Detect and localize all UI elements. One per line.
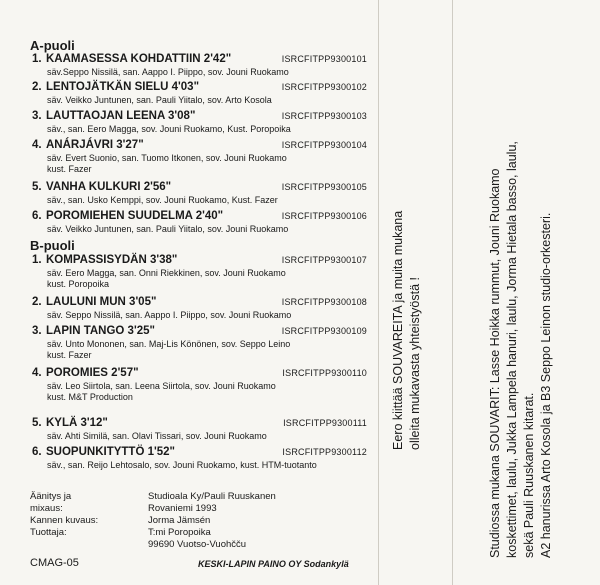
track-title: LAUTTAOJAN LEENA 3'08" (46, 110, 196, 122)
track-title-line (32, 139, 367, 153)
track-title: KYLÄ 3'12" (46, 417, 108, 429)
track-number: 3. (32, 325, 42, 337)
track-isrc: ISRCFITPP9300101 (281, 54, 367, 64)
track-credits: kust. M&T Production (47, 392, 133, 402)
track-title-line (32, 446, 367, 460)
fold-line-right (452, 0, 453, 585)
thanks-text: Eero kiittää SOUVAREITA ja muita mukana olleita mukavasta yhteistyöstä ! (391, 210, 422, 450)
studio-credits: Studiossa mukana SOUVARIT: Lasse Hoikka rummut, Jouni Ruokamo koskettimet, laulu, Jukka Lampela hanuri, laulu, Jorma Hietala basso, laulu, sekä Pauli Ruuskanen kitarat. A2 hanurissa Arto Kosola ja B3 Seppo Leinon studio-orkesteri. (488, 141, 553, 558)
track-isrc: ISRCFITPP9300109 (281, 326, 367, 336)
track-credits: kust. Poropoika (47, 279, 110, 289)
track-title-line (32, 181, 367, 195)
track-credits: säv. Seppo Nissilä, san. Aappo I. Piippo, sov. Jouni Ruokamo (47, 310, 292, 320)
track-isrc: ISRCFITPP9300107 (281, 255, 367, 265)
side-a-heading: A-puoli (30, 38, 75, 53)
track-side-b-3 (32, 325, 367, 361)
track-isrc: ISRCFITPP9300106 (281, 211, 367, 221)
track-number: 2. (32, 81, 42, 93)
track-title-line (32, 367, 367, 381)
track-number: 1. (32, 53, 42, 65)
track-number: 5. (32, 181, 42, 193)
track-credits: säv., san. Eero Magga, sov. Jouni Ruokamo, Kust. Poropoika (47, 124, 291, 134)
track-side-b-6 (32, 446, 367, 471)
track-credits: säv. Ahti Similä, san. Olavi Tissari, sov. Jouni Ruokamo (47, 431, 267, 441)
side-b-heading: B-puoli (30, 238, 75, 253)
track-title: LENTOJÄTKÄN SIELU 4'03" (46, 81, 200, 93)
track-isrc: ISRCFITPP9300110 (282, 368, 367, 378)
track-number: 4. (32, 139, 42, 151)
track-number: 6. (32, 210, 42, 222)
footer-labels: Äänitys ja mixaus: Kannen kuvaus: Tuottaja: (30, 491, 99, 538)
track-credits: kust. Fazer (47, 164, 92, 174)
track-title-line (32, 325, 367, 339)
track-credits: säv. Veikko Juntunen, san. Pauli Yiitalo, sov. Jouni Ruokamo (47, 224, 289, 234)
track-side-a-4 (32, 139, 367, 175)
track-credits: säv. Evert Suonio, san. Tuomo Itkonen, sov. Jouni Ruokamo (47, 153, 287, 163)
track-number: 5. (32, 417, 42, 429)
track-number: 2. (32, 296, 42, 308)
track-title-line (32, 296, 367, 310)
track-title: POROMIEHEN SUUDELMA 2'40" (46, 210, 224, 222)
track-title: ANÁRJÁVRI 3'27" (46, 139, 144, 151)
track-credits: säv., san. Usko Kemppi, sov. Jouni Ruokamo, Kust. Fazer (47, 195, 278, 205)
track-isrc: ISRCFITPP9300112 (282, 447, 367, 457)
track-title: POROMIES 2'57" (46, 367, 139, 379)
track-title: SUOPUNKITYTTÖ 1'52" (46, 446, 175, 458)
track-side-b-4 (32, 367, 367, 403)
track-number: 4. (32, 367, 42, 379)
track-title-line (32, 210, 367, 224)
track-credits: säv. Eero Magga, san. Onni Riekkinen, sov. Jouni Ruokamo (47, 268, 286, 278)
track-side-a-1 (32, 53, 367, 78)
track-isrc: ISRCFITPP9300104 (281, 140, 367, 150)
track-isrc: ISRCFITPP9300103 (281, 111, 367, 121)
track-number: 1. (32, 254, 42, 266)
track-side-a-5 (32, 181, 367, 206)
track-credits: säv.Seppo Nissilä, san. Aappo I. Piippo, sov. Jouni Ruokamo (47, 67, 289, 77)
track-side-a-6 (32, 210, 367, 235)
printer-credit: KESKI-LAPIN PAINO OY Sodankylä (198, 559, 349, 569)
track-side-b-1 (32, 254, 367, 290)
track-title-line (32, 254, 367, 268)
track-credits: säv. Leo Siirtola, san. Leena Siirtola, sov. Jouni Ruokamo (47, 381, 276, 391)
track-title: KAAMASESSA KOHDATTIIN 2'42" (46, 53, 232, 65)
track-credits: säv., san. Reijo Lehtosalo, sov. Jouni Ruokamo, kust. HTM-tuotanto (47, 460, 317, 470)
track-credits: kust. Fazer (47, 350, 92, 360)
track-isrc: ISRCFITPP9300102 (281, 82, 367, 92)
track-credits: säv. Veikko Juntunen, san. Pauli Yiitalo, sov. Arto Kosola (47, 95, 272, 105)
track-side-b-2 (32, 296, 367, 321)
track-isrc: ISRCFITPP9300111 (283, 418, 367, 428)
fold-line-left (378, 0, 379, 585)
track-title-line (32, 53, 367, 67)
track-title: LAPIN TANGO 3'25" (46, 325, 155, 337)
footer-values: Studioala Ky/Pauli Ruuskanen Rovaniemi 1993 Jorma Jämsén T:mi Poropoika 99690 Vuotso-Vuohčču (148, 491, 276, 550)
track-title-line (32, 417, 367, 431)
track-title-line (32, 110, 367, 124)
track-isrc: ISRCFITPP9300105 (281, 182, 367, 192)
track-title: KOMPASSISYDÄN 3'38" (46, 254, 178, 266)
track-number: 6. (32, 446, 42, 458)
catalog-number: CMAG-05 (30, 557, 79, 569)
track-credits: säv. Unto Mononen, san. Maj-Lis Könönen, sov. Seppo Leino (47, 339, 291, 349)
track-title: VANHA KULKURI 2'56" (46, 181, 172, 193)
track-side-a-2 (32, 81, 367, 106)
track-title-line (32, 81, 367, 95)
track-side-b-5 (32, 417, 367, 442)
track-isrc: ISRCFITPP9300108 (281, 297, 367, 307)
track-side-a-3 (32, 110, 367, 135)
track-number: 3. (32, 110, 42, 122)
track-title: LAULUNI MUN 3'05" (46, 296, 157, 308)
